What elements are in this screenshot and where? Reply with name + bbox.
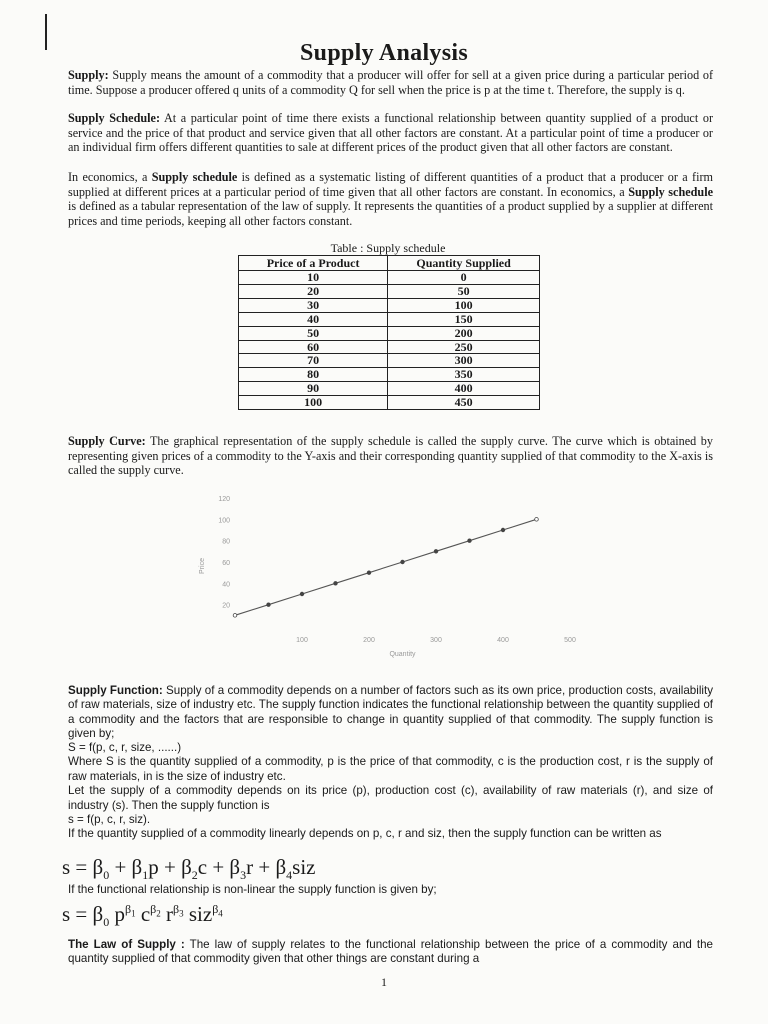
function-line: Let the supply of a commodity depends on its price (p), production cost (c), availability of raw materials (r), and size of industry (s). Then the supply function is <box>68 784 713 812</box>
table-row <box>239 326 540 340</box>
page-number: 1 <box>381 975 387 989</box>
data-point <box>535 518 539 522</box>
data-point <box>334 582 338 586</box>
table-row <box>239 368 540 382</box>
quantity-cell: 450 <box>388 396 540 410</box>
table-row <box>239 354 540 368</box>
supply-curve-line <box>235 519 537 615</box>
price-cell: 20 <box>239 284 388 298</box>
x-tick-label: 400 <box>497 637 509 644</box>
table-row <box>239 396 540 410</box>
price-cell: 80 <box>239 368 388 382</box>
quantity-cell: 250 <box>388 340 540 354</box>
x-tick-label: 300 <box>430 637 442 644</box>
curve-definition <box>68 434 713 478</box>
function-line: s = f(p, c, r, siz). <box>68 813 151 827</box>
law-term: The Law of Supply : <box>68 938 185 951</box>
price-cell: 60 <box>239 340 388 354</box>
header-price: Price of a Product <box>239 256 388 271</box>
supply-text: Supply means the amount of a commodity that a producer will offer for sell at a given price during a particular period of time. Suppose a producer offered q units of a commodity Q for sell when the price is p at the time t. Therefore, the supply is q. <box>68 68 713 97</box>
law-definition <box>68 938 713 967</box>
nonlinear-formula-text: $s = \beta_0$ $p^{\beta_1}$ $c^{\beta_2}$ $r^{\beta_3}$ siz$^{\beta_4}$ <box>62 902 223 930</box>
schedule-para-text: is defined as a systematic listing of different quantities of a product that a producer or a firm supplied at different prices at a particular period of time given that all other factors are constant. In economics, a <box>68 170 713 199</box>
x-axis-title: Quantity <box>389 651 416 658</box>
supply-term: Supply: <box>68 68 109 82</box>
x-tick-label: 100 <box>296 637 308 644</box>
header-quantity: Quantity Supplied <box>388 256 540 271</box>
y-tick-label: 20 <box>222 602 230 610</box>
data-point <box>434 550 438 554</box>
linear-formula-text: $s = \beta_0 + \beta_1p + \beta_2c + \beta_3r + \beta_4siz$ <box>62 855 316 883</box>
quantity-cell: 300 <box>388 354 540 368</box>
schedule-text: At a particular point of time there exists a functional relationship between quantity supplied of a product or service and the price of that product and service given that all other factors are constant. At a particular point of time a producer or an individual firm offers different quantities to sale at different prices of the product given that all other factors are constant. <box>68 111 713 155</box>
law-text: The law of supply relates to the functional relationship between the price of a commodity and the quantity supplied of that commodity given that other things are constant during a <box>68 938 714 966</box>
function-line: If the quantity supplied of a commodity linearly depends on p, c, r and siz, then the supply function can be written as <box>68 827 662 841</box>
page-title: Supply Analysis <box>300 40 468 66</box>
y-tick-label: 60 <box>222 560 230 567</box>
table-header-row <box>239 256 540 271</box>
function-line: S = f(p, c, r, size, ......) <box>68 741 182 754</box>
price-cell: 30 <box>239 298 388 312</box>
quantity-cell: 150 <box>388 312 540 326</box>
schedule-term: Supply Schedule: <box>68 111 161 125</box>
data-point <box>401 560 405 564</box>
table-row <box>239 382 540 396</box>
nonlinear-formula <box>62 902 223 930</box>
schedule-definition <box>68 111 713 155</box>
price-cell: 70 <box>239 354 388 368</box>
data-point <box>267 603 271 607</box>
schedule-para-text: In economics, a <box>68 170 152 184</box>
curve-text: The graphical representation of the supply schedule is called the supply curve. The curve which is obtained by representing given prices of a commodity to the Y-axis and their corresponding quantity supplied of that commodity to the X-axis is called the supply curve. <box>68 434 713 478</box>
price-cell: 10 <box>239 271 388 285</box>
y-tick-label: 100 <box>218 517 230 525</box>
table-row <box>239 312 540 326</box>
quantity-cell: 350 <box>388 368 540 382</box>
schedule-para-text: is defined as a tabular representation of the law of supply. It represents the quantities of a product supplied by a supplier at different prices and time periods, keeping all other factors constant. <box>68 199 713 229</box>
y-tick-label: 40 <box>222 581 230 589</box>
table-row <box>239 271 540 285</box>
function-details <box>68 741 713 842</box>
function-definition <box>68 684 713 742</box>
x-tick-label: 500 <box>564 637 576 644</box>
function-line: Where S is the quantity supplied of a commodity, p is the price of that commodity, c is the production cost, r is the supply of raw materials, in is the size of industry etc. <box>68 755 713 783</box>
price-cell: 100 <box>239 396 388 410</box>
x-tick-label: 200 <box>363 637 375 644</box>
data-point <box>468 539 472 543</box>
price-cell: 50 <box>239 326 388 340</box>
function-text: Supply of a commodity depends on a number of factors such as its own price, production costs, availability of raw materials, size of industry etc. The supply function indicates the functional relationship between the quantity supplied of a commodity and the factors that are responsible to change in quantity supplied of that commodity. The supply function is given by; <box>68 684 713 741</box>
quantity-cell: 50 <box>388 284 540 298</box>
supply-curve-chart <box>190 490 590 665</box>
y-tick-label: 80 <box>222 538 230 546</box>
linear-formula <box>62 855 315 883</box>
y-tick-label: 120 <box>218 496 230 503</box>
quantity-cell: 100 <box>388 298 540 312</box>
function-term: Supply Function: <box>68 684 163 697</box>
data-point <box>233 614 237 618</box>
quantity-cell: 200 <box>388 326 540 340</box>
table-row <box>239 284 540 298</box>
data-point <box>367 571 371 575</box>
table-caption: Table : Supply schedule <box>330 241 446 255</box>
data-point <box>300 592 304 596</box>
schedule-para-bold: Supply schedule <box>151 170 238 184</box>
supply-schedule-table <box>238 255 540 410</box>
y-axis-title: Price <box>199 558 206 574</box>
table-row <box>239 340 540 354</box>
price-cell: 40 <box>239 312 388 326</box>
curve-term: Supply Curve: <box>68 434 146 448</box>
schedule-paragraph <box>68 170 713 229</box>
data-point <box>501 528 505 532</box>
nonlinear-intro: If the functional relationship is non-linear the supply function is given by; <box>68 883 437 896</box>
table-row <box>239 298 540 312</box>
quantity-cell: 400 <box>388 382 540 396</box>
supply-definition <box>68 68 713 97</box>
price-cell: 90 <box>239 382 388 396</box>
schedule-para-bold: Supply schedule <box>628 184 713 199</box>
quantity-cell: 0 <box>388 271 540 285</box>
